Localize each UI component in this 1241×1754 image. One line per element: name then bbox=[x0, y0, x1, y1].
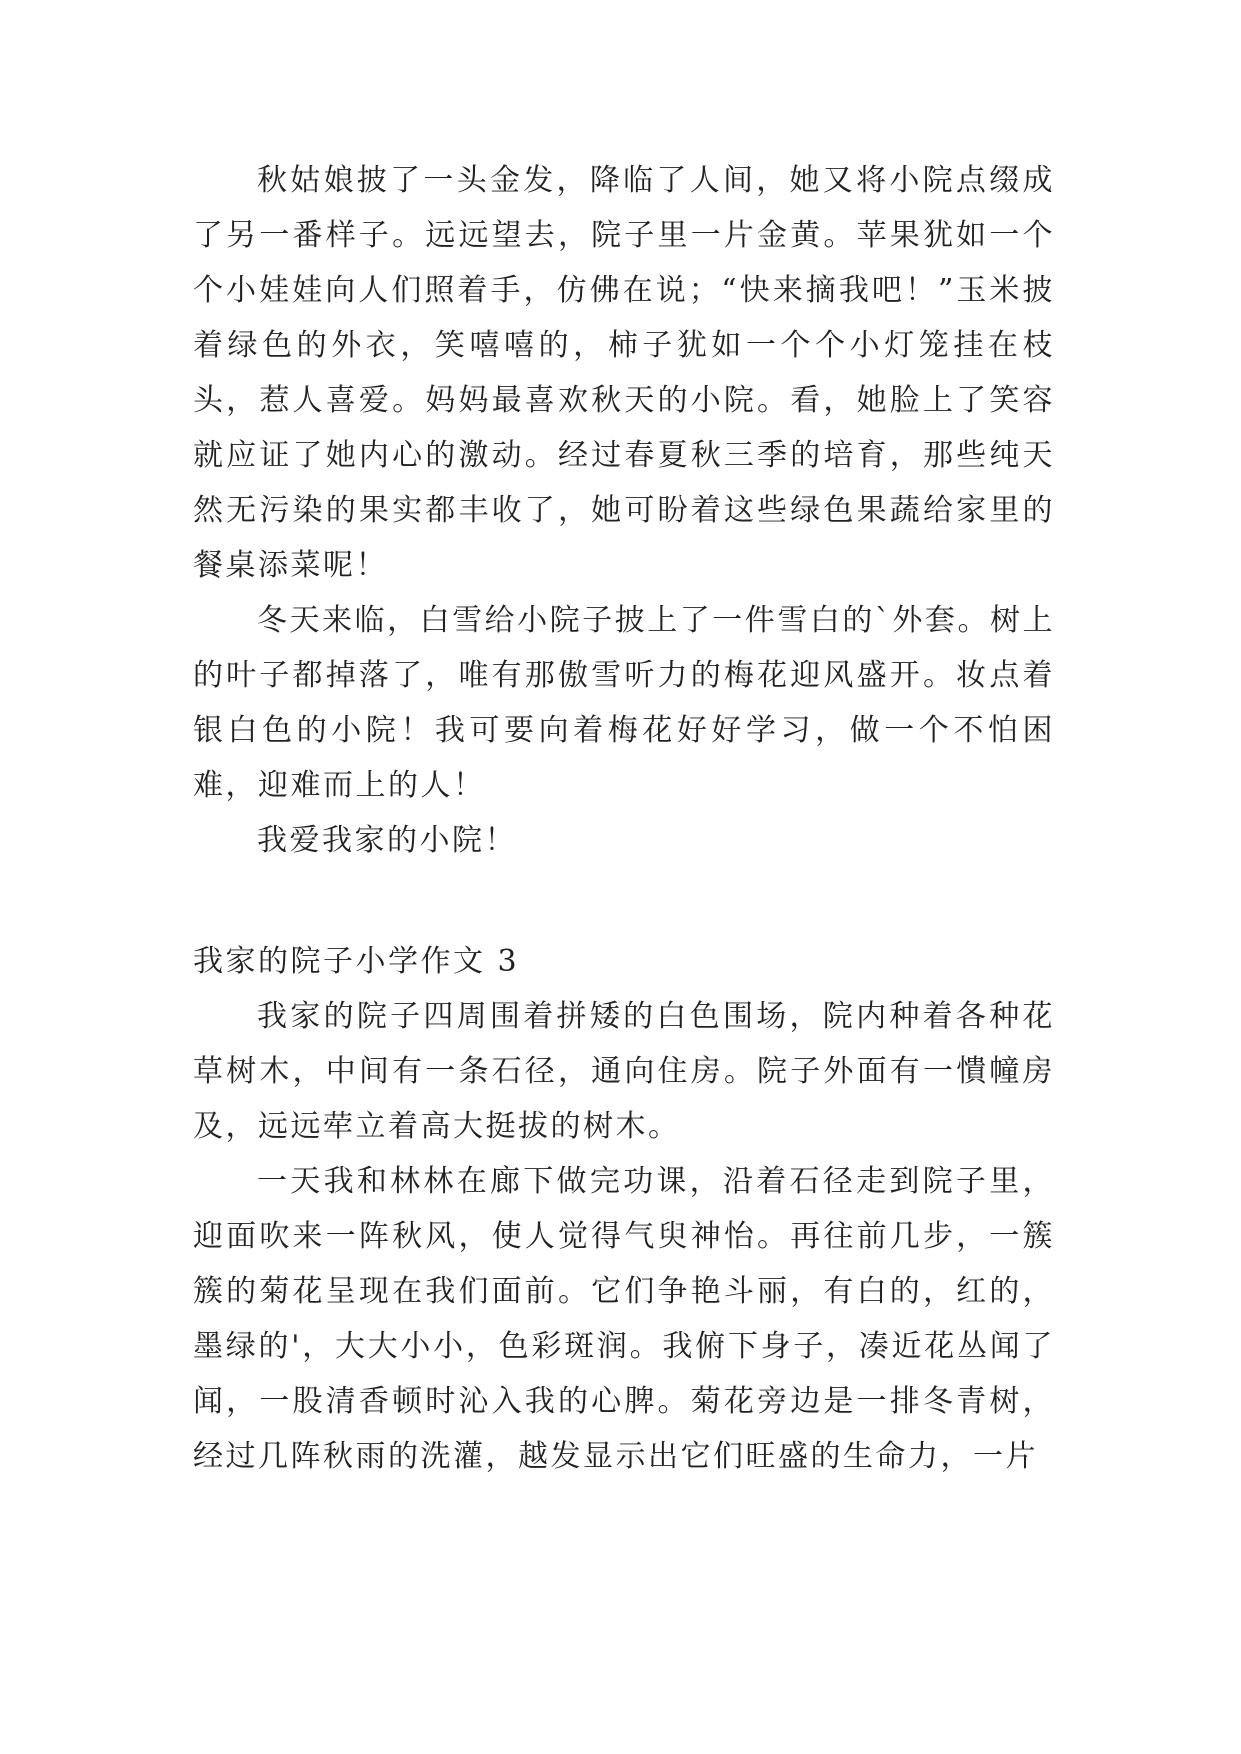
paragraph-closing: 我爱我家的小院！ bbox=[257, 823, 517, 858]
paragraph-chrysanthemum: 一天我和林林在廊下做完功课，沿着石径走到院子里，迎面吹来一阵秋风，使人觉得气臾神怡。再往前几步，一簇簇的菊花呈现在我们面前。它们争艳斗丽，有白的，红的，墨绿的'，大大小小，色彩斑润。我俯下身子，凑近花丛闻了闻，一股清香顿时沁入我的心脾。菊花旁边是一排冬青树，经过几阵秋雨的洗灌，越发显示出它们旺盛的生命力，一片 bbox=[193, 1164, 1055, 1474]
paragraph-autumn: 秋姑娘披了一头金发，降临了人间，她又将小院点缀成了另一番样子。远远望去，院子里一片金黄。苹果犹如一个个小娃娃向人们照着手，仿佛在说；“快来摘我吧！”玉米披着绿色的外衣，笑嘻嘻的，柿子犹如一个个小灯笼挂在枝头，惹人喜爱。妈妈最喜欢秋天的小院。看，她脸上了笑容就应证了她内心的激动。经过春夏秋三季的培育，那些纯天然无污染的果实都丰收了，她可盼着这些绿色果蔬给家里的餐桌添菜呢！ bbox=[193, 163, 1055, 583]
paragraph-courtyard: 我家的院子四周围着拼矮的白色围场，院内种着各种花草树木，中间有一条石径，通向住房。院子外面有一憒幢房及，远远荦立着高大挺拔的树木。 bbox=[193, 999, 1055, 1144]
paragraph-winter: 冬天来临，白雪给小院子披上了一件雪白的`外套。树上的叶子都掉落了，唯有那傲雪听力的梅花迎风盛开。妆点着银白色的小院！我可要向着梅花好好学习，做一个不怕困难，迎难而上的人！ bbox=[193, 603, 1055, 803]
section-title: 我家的院子小学作文 3 bbox=[193, 944, 520, 979]
document-body bbox=[193, 153, 1055, 1484]
